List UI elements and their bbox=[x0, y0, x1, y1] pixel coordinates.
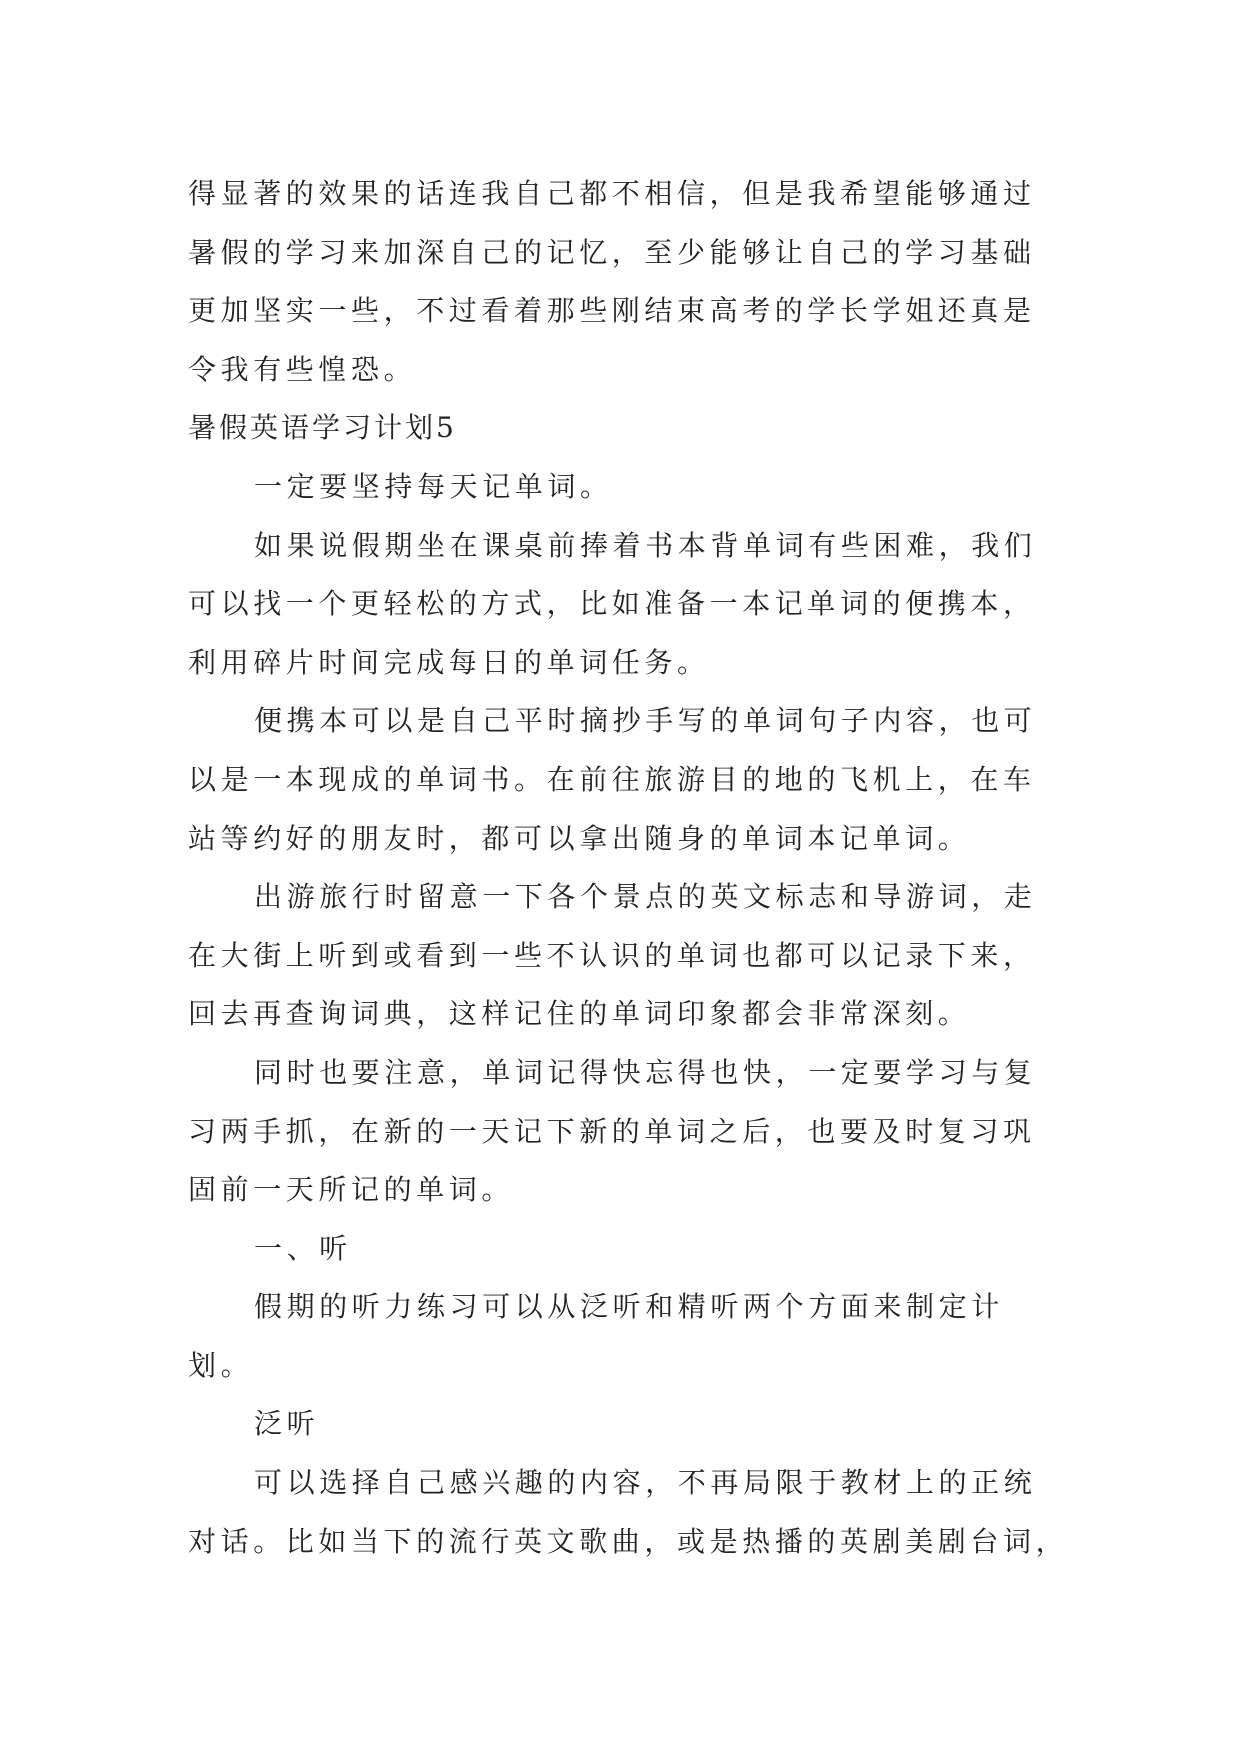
text-line: 得显著的效果的话连我自己都不相信，但是我希望能够通过 bbox=[188, 177, 1036, 210]
text-line: 以是一本现成的单词书。在前往旅游目的地的飞机上，在车 bbox=[188, 762, 1036, 796]
text-line: 出游旅行时留意一下各个景点的英文标志和导游词，走 bbox=[254, 880, 1037, 914]
text-line: 习两手抓，在新的一天记下新的单词之后，也要及时复习巩 bbox=[188, 1114, 1036, 1148]
subheading-listen: 一、听 bbox=[254, 1231, 352, 1265]
text-line: 回去再查询词典，这样记住的单词印象都会非常深刻。 bbox=[188, 997, 971, 1031]
text-line: 对话。比如当下的流行英文歌曲，或是热播的英剧美剧台词， bbox=[188, 1524, 1069, 1558]
subheading-extensive-listening: 泛听 bbox=[254, 1407, 320, 1441]
text-line: 利用碎片时间完成每日的单词任务。 bbox=[188, 645, 710, 679]
text-line: 暑假的学习来加深自己的记忆，至少能够让自己的学习基础 bbox=[188, 235, 1036, 269]
text-line: 更加坚实一些，不过看着那些刚结束高考的学长学姐还真是 bbox=[188, 294, 1036, 328]
text-line: 一定要坚持每天记单词。 bbox=[254, 469, 613, 503]
document-body bbox=[188, 165, 1088, 1571]
text-line: 便携本可以是自己平时摘抄手写的单词句子内容，也可 bbox=[254, 704, 1037, 738]
text-line: 站等约好的朋友时，都可以拿出随身的单词本记单词。 bbox=[188, 821, 971, 855]
section-heading: 暑假英语学习计划5 bbox=[188, 411, 457, 445]
text-line: 如果说假期坐在课桌前捧着书本背单词有些困难，我们 bbox=[254, 528, 1037, 562]
text-line: 固前一天所记的单词。 bbox=[188, 1173, 515, 1207]
text-line: 可以找一个更轻松的方式，比如准备一本记单词的便携本， bbox=[188, 587, 1036, 621]
text-line: 在大街上听到或看到一些不认识的单词也都可以记录下来， bbox=[188, 938, 1036, 972]
text-line: 划。 bbox=[188, 1348, 254, 1382]
text-line: 令我有些惶恐。 bbox=[188, 352, 417, 386]
text-line: 假期的听力练习可以从泛听和精听两个方面来制定计 bbox=[254, 1290, 1004, 1324]
text-line: 同时也要注意，单词记得快忘得也快，一定要学习与复 bbox=[254, 1055, 1037, 1089]
text-line: 可以选择自己感兴趣的内容，不再局限于教材上的正统 bbox=[254, 1466, 1037, 1500]
